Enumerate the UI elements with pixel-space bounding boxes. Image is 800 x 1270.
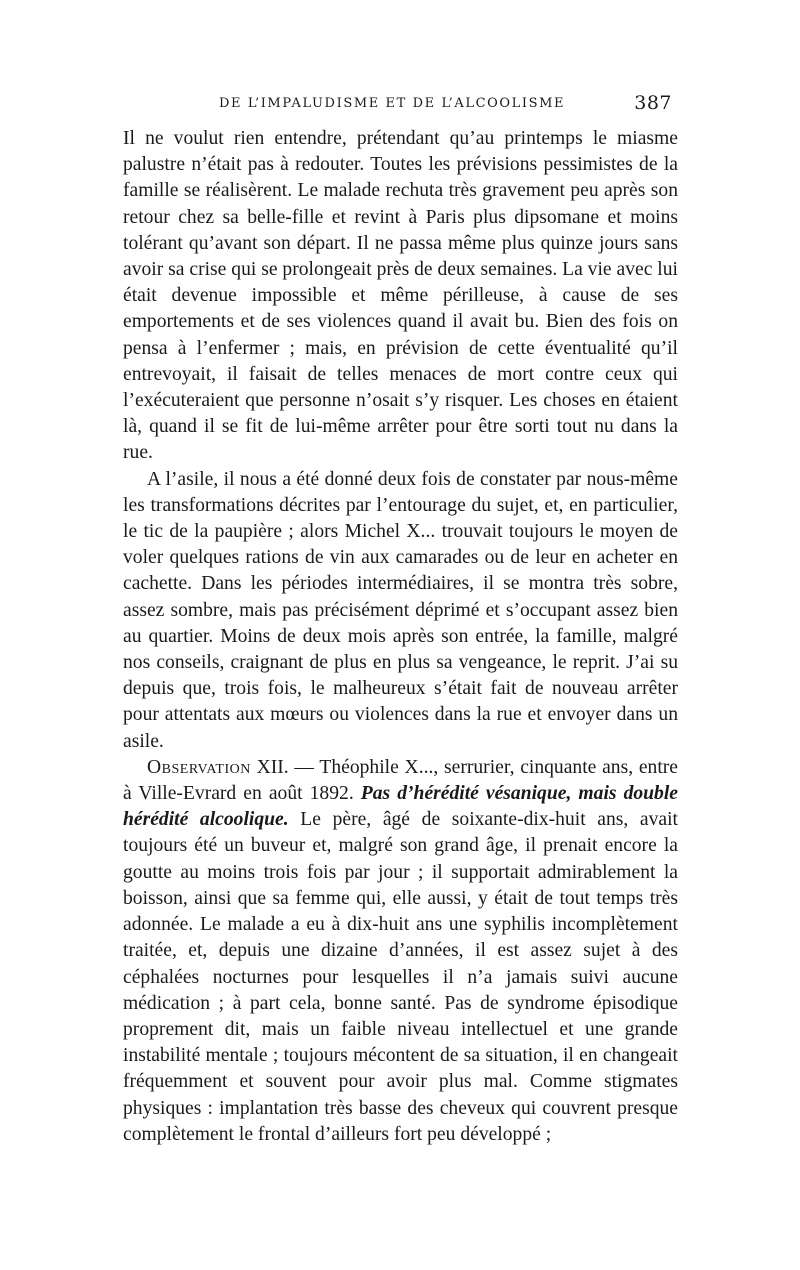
paragraph-continuation: Il ne voulut rien entendre, prétendant qu’au printemps le miasme palustre n’était pas à redouter. Toutes les prévisions pessimistes de la famille se réalisèrent. Le malade rechuta très gravement peu après son retour chez sa belle-fille et revint à Paris plus dipsomane et moins tolérant qu’avant son départ. Il ne passa même plus quinze jours sans avoir sa crise qui se prolongeait près de deux semaines. La vie avec lui était devenue impossible et même périlleuse, à cause de ses emportements et de ses violences quand il avait bu. Bien des fois on pensa à l’enfermer ; mais, en prévision de cette éventualité qu’il entrevoyait, il faisait de telles menaces de mort contre ceux qui l’exécuteraient que personne n’osait s’y risquer. Les choses en étaient là, quand il se fit de lui-même arrêter pour être sorti tout nu dans la rue.	[123, 128, 678, 464]
body-text	[123, 126, 678, 1148]
paragraph-asylum: A l’asile, il nous a été donné deux fois de constater par nous-même les transformations décrites par l’entourage du sujet, et, en particulier, le tic de la paupière ; alors Michel X... trouvait toujours le moyen de voler quelques rations de vin aux camarades ou de leur en acheter en cachette. Dans les périodes intermédiaires, il se montra très sobre, assez sombre, mais pas précisément déprimé et s’occupant assez bien au quartier. Moins de deux mois après son entrée, la famille, malgré nos conseils, craignant de plus en plus sa vengeance, le reprit. J’ai su depuis que, trois fois, le malheureux s’était fait de nouveau arrêter pour attentats aux mœurs ou violences dans la rue et envoyer dans un asile.	[123, 468, 678, 752]
page-number: 387	[634, 92, 672, 114]
heredity-heading: Pas d’hérédité vésanique, mais double hérédité alcoolique.	[123, 783, 678, 831]
observation-number: XII.	[256, 756, 289, 778]
running-head	[123, 92, 678, 118]
observation-intro: — Théophile X..., serrurier, cinquante ans, entre à Ville-Evrard en août 1892.	[123, 756, 678, 805]
book-page	[123, 92, 678, 1148]
running-head-title: DE L’IMPALUDISME ET DE L’ALCOOLISME	[219, 96, 566, 111]
observation-label: Observation	[147, 756, 251, 778]
observation-paragraph	[123, 755, 678, 1148]
observation-text: Le père, âgé de soixante-dix-huit ans, avait toujours été un buveur et, malgré son grand âge, il prenait encore la goutte au moins trois fois par jour ; il supportait admirablement la boisson, ainsi que sa femme qui, elle aussi, y était de tout temps très adonnée. Le malade a eu à dix-huit ans une syphilis incomplètement traitée, et, depuis une dizaine d’années, il est assez sujet à des céphalées nocturnes pour lesquelles il n’a jamais suivi aucune médication ; à part cela, bonne santé. Pas de syndrome épisodique proprement dit, mais un faible niveau intellectuel et une grande instabilité mentale ; toujours mécontent de sa situation, il en changeait fréquemment et souvent pour avoir plus mal. Comme stigmates physiques : implantation très basse des cheveux qui couvrent presque complètement le frontal d’ailleurs fort peu développé ;	[123, 809, 678, 1145]
